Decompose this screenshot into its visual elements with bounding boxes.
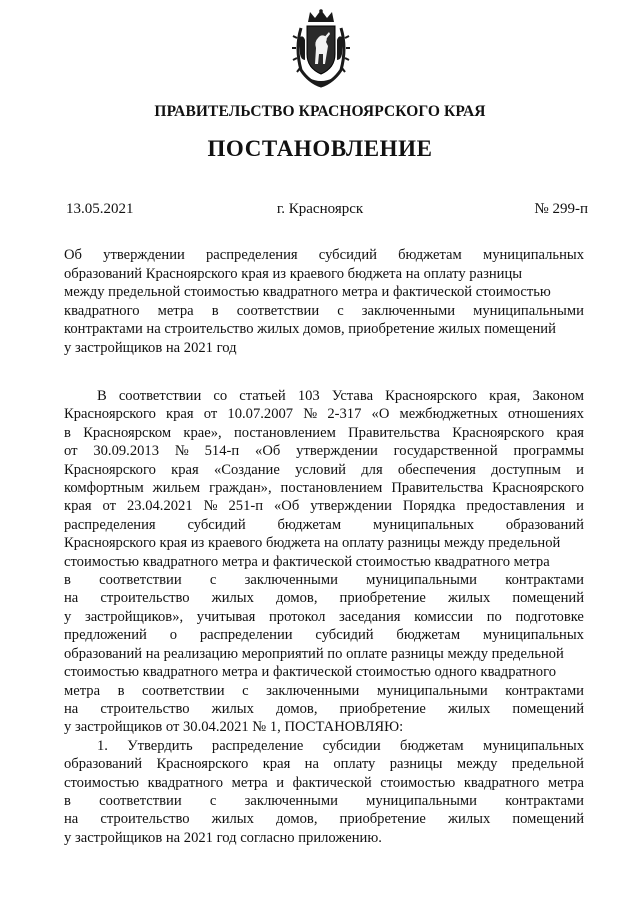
word: «Об <box>274 498 300 515</box>
word: субсидии <box>322 737 381 754</box>
word: заключенными <box>244 572 338 589</box>
body-line <box>64 810 584 828</box>
word: распределения <box>64 516 156 533</box>
word: с <box>242 682 249 699</box>
word: муниципальными <box>366 572 477 589</box>
word: 10.07.2007 <box>227 406 294 423</box>
word: и <box>276 774 285 791</box>
word: застройщиков», <box>84 608 184 625</box>
document-city: г. Красноярск <box>276 201 364 217</box>
word: 2-317 <box>327 406 362 423</box>
body-line <box>64 424 584 442</box>
word: постановлением <box>233 424 336 441</box>
word: «О <box>371 406 390 423</box>
word: Красноярского <box>156 756 249 773</box>
document-body <box>64 387 584 847</box>
word: субсидий <box>315 627 374 644</box>
word: 30.09.2013 <box>93 443 159 460</box>
word: протокол <box>268 608 326 625</box>
word: комфортным <box>64 480 144 497</box>
word: предоставления <box>466 498 566 515</box>
word: условий <box>295 461 346 478</box>
body-line <box>64 461 584 479</box>
word: № <box>203 498 218 515</box>
word: от <box>64 443 78 460</box>
body-line: стоимостью квадратного метра и фактической стоимостью одного квадратного <box>64 664 556 681</box>
word: комиссии <box>414 608 474 625</box>
subject-line: у застройщиков на 2021 год <box>64 339 237 356</box>
word: Красноярского <box>452 424 545 441</box>
word: соответствии <box>99 572 182 589</box>
word: оплату <box>333 756 376 773</box>
word: о <box>169 627 177 644</box>
word: жилых <box>447 811 491 828</box>
body-line <box>64 516 584 534</box>
body-line <box>64 774 584 792</box>
word: строительство <box>100 811 190 828</box>
word: помещений <box>512 811 584 828</box>
word: субсидий <box>318 247 377 263</box>
word: заключенными <box>266 682 360 699</box>
word: в <box>64 424 71 441</box>
word: приобретение <box>339 590 426 607</box>
word: домов, <box>275 811 318 828</box>
body-line <box>64 497 584 515</box>
body-line <box>64 682 584 700</box>
word: с <box>337 302 344 319</box>
subject-line: между предельной стоимостью квадратного метра и фактической стоимостью <box>64 284 551 301</box>
word: жилых <box>211 590 254 607</box>
word: обеспечения <box>397 461 476 478</box>
word: бюджетам <box>277 516 342 533</box>
word: предложений <box>64 627 147 644</box>
body-line: у застройщиков на 2021 год согласно приложению. <box>64 829 382 846</box>
word: края, <box>489 388 521 404</box>
word: 251-п <box>228 498 264 515</box>
word: 23.04.2021 <box>126 498 193 515</box>
word: контрактами <box>505 682 584 699</box>
word: предельной <box>511 756 584 773</box>
body-line <box>64 792 584 810</box>
word: на <box>64 590 79 607</box>
word: жилых <box>211 700 254 717</box>
document-number: № 299-п <box>534 201 588 217</box>
word: бюджетам <box>400 737 464 754</box>
word: и <box>576 461 584 478</box>
word: 514-п <box>204 443 240 460</box>
word: соответствии <box>118 388 202 404</box>
body-line <box>64 405 584 423</box>
word: Красноярского <box>385 388 478 404</box>
word: № <box>303 406 318 423</box>
word: жильем <box>152 480 201 497</box>
word: жилых <box>447 700 491 717</box>
word: бюджетам <box>396 627 461 644</box>
word: муниципальными <box>473 302 584 319</box>
word: на <box>64 700 79 717</box>
word: утверждении <box>310 498 392 515</box>
word: помещений <box>512 590 584 607</box>
word: заключенными <box>244 792 338 809</box>
body-line <box>64 571 584 589</box>
word: контрактами <box>505 572 584 589</box>
body-line: Красноярского края из краевого бюджета на оплату разницы между предельной <box>64 535 561 552</box>
document-type-title: ПОСТАНОВЛЕНИЕ <box>207 136 433 161</box>
word: учитывая <box>196 608 256 625</box>
word: в <box>64 572 71 589</box>
word: жилых <box>211 811 254 828</box>
word: квадратного <box>64 302 140 319</box>
word: распределении <box>199 627 293 644</box>
word: фактической <box>292 774 372 791</box>
word: в <box>64 792 71 809</box>
word: края <box>64 498 92 515</box>
word: края <box>171 461 199 478</box>
body-line <box>64 387 584 405</box>
word: соответствии <box>142 682 225 699</box>
word: и <box>576 498 584 515</box>
body-line: у застройщиков от 30.04.2021 № 1, ПОСТАНОВЛЯЮ: <box>64 719 404 736</box>
word: квадратного <box>147 774 224 791</box>
body-line <box>64 755 584 773</box>
word: Правительства <box>348 424 440 441</box>
word: муниципальных <box>372 516 475 533</box>
word: для <box>361 461 383 478</box>
word: крае», <box>183 424 222 441</box>
word: бюджетам <box>398 247 462 263</box>
word: В <box>97 388 107 404</box>
body-line <box>64 737 584 755</box>
word: на <box>64 811 79 828</box>
word: утверждении <box>296 443 378 460</box>
word: с <box>209 572 217 589</box>
word: метра <box>231 774 268 791</box>
word: Законом <box>532 388 584 404</box>
word: постановлением <box>280 480 383 497</box>
word: муниципальных <box>482 627 584 644</box>
word: межбюджетных <box>399 406 498 423</box>
word: «Создание <box>213 461 280 478</box>
word: Порядка <box>402 498 456 515</box>
word: Утвердить <box>127 737 193 754</box>
word: в <box>211 302 219 319</box>
word: Правительства <box>391 480 484 497</box>
body-line <box>64 700 584 718</box>
word: № <box>174 443 189 460</box>
subject-line <box>64 246 584 265</box>
word: со <box>213 388 228 404</box>
word: заключенными <box>361 302 456 319</box>
word: от <box>102 498 117 515</box>
word: с <box>209 792 217 809</box>
word: соответствии <box>236 302 320 319</box>
word: у <box>64 608 72 625</box>
document-subject <box>64 246 584 358</box>
word: стоимостью <box>380 774 456 791</box>
word: по <box>486 608 502 625</box>
government-title: ПРАВИТЕЛЬСТВО КРАСНОЯРСКОГО КРАЯ <box>154 103 486 120</box>
word: квадратного <box>463 774 540 791</box>
word: образований <box>64 756 143 773</box>
document-date: 13.05.2021 <box>66 201 134 217</box>
word: субсидий <box>187 516 246 533</box>
word: на <box>304 756 319 773</box>
word: граждан», <box>209 480 272 497</box>
word: подготовке <box>515 608 584 625</box>
word: соответствии <box>99 792 182 809</box>
body-line <box>64 479 584 497</box>
body-line <box>64 608 584 626</box>
word: муниципальных <box>482 737 584 754</box>
word: муниципальными <box>366 792 477 809</box>
word: муниципальными <box>376 682 488 699</box>
word: Об <box>64 247 82 263</box>
subject-line: контрактами на строительство жилых домов, приобретение жилых помещений <box>64 321 556 338</box>
word: жилых <box>447 590 491 607</box>
subject-line <box>64 302 584 321</box>
word: разницы <box>389 756 443 773</box>
word: края <box>262 756 291 773</box>
word: муниципальных <box>482 247 584 263</box>
word: заседания <box>339 608 401 625</box>
coat-of-arms-emblem <box>291 8 351 88</box>
word: Красноярского <box>64 461 156 478</box>
word: Красноярского <box>64 406 156 423</box>
word: утверждении <box>103 247 185 263</box>
word: помещений <box>512 700 584 717</box>
body-line <box>64 626 584 644</box>
word: метра <box>157 302 194 319</box>
word: строительство <box>100 700 190 717</box>
word: 1. <box>97 737 108 754</box>
word: стоимостью <box>64 774 140 791</box>
word: распределение <box>211 737 304 754</box>
word: метра <box>64 682 101 699</box>
word: между <box>456 756 498 773</box>
word: Красноярском <box>83 424 172 441</box>
word: 103 <box>297 388 320 404</box>
word: государственной <box>393 443 498 460</box>
subject-line: образований Красноярского края из краевого бюджета на оплату разницы <box>64 265 523 282</box>
word: края <box>556 424 584 441</box>
word: Устава <box>331 388 374 404</box>
word: края <box>166 406 194 423</box>
word: контрактами <box>505 792 584 809</box>
word: распределения <box>205 247 298 263</box>
word: отношениях <box>507 406 584 423</box>
word: домов, <box>275 590 318 607</box>
word: «Об <box>255 443 281 460</box>
word: образований <box>505 516 584 533</box>
word: метра <box>547 774 584 791</box>
word: от <box>203 406 218 423</box>
body-line <box>64 442 584 460</box>
body-line: образований на реализацию мероприятий по оплате разницы между предельной <box>64 645 564 662</box>
word: доступным <box>491 461 561 478</box>
word: Красноярского <box>492 480 584 497</box>
body-line: стоимостью квадратного метра и фактической стоимостью квадратного метра <box>64 553 550 570</box>
word: статьей <box>239 388 286 404</box>
word: строительство <box>100 590 190 607</box>
word: приобретение <box>339 700 426 717</box>
word: домов, <box>275 700 318 717</box>
word: приобретение <box>339 811 426 828</box>
body-line <box>64 589 584 607</box>
word: в <box>117 682 125 699</box>
word: программы <box>513 443 584 460</box>
